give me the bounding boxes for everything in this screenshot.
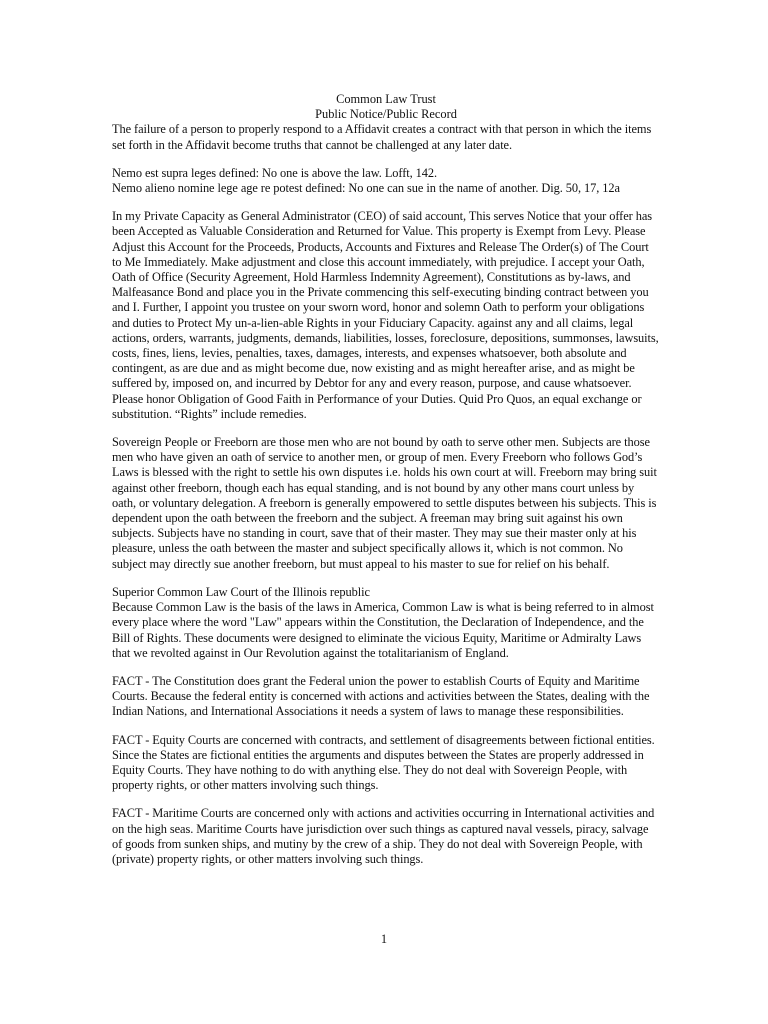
latin-maxim-above-law: Nemo est supra leges defined: No one is above the law. Lofft, 142. bbox=[112, 165, 438, 180]
section-heading-superior-court: Superior Common Law Court of the Illinois republic bbox=[112, 584, 370, 599]
document-title-line-2: Public Notice/Public Record bbox=[315, 107, 457, 122]
page-number: 1 bbox=[380, 932, 388, 946]
fact-maritime-courts: FACT - Maritime Courts are concerned only with actions and activities occurring in International activities and on the high seas. Maritime Courts have jurisdiction over such things as captured naval vessels, piracy, salvage of goods from sunken ships, and mutiny by the crew of a ship. They do not deal with Sovereign People, with (private) property rights, or other matters involving such things. bbox=[112, 806, 655, 866]
document-title-line-1: Common Law Trust bbox=[336, 92, 436, 106]
document-body bbox=[112, 92, 660, 867]
paragraph-private-capacity: In my Private Capacity as General Administrator (CEO) of said account, This serves Notice that your offer has been Accepted as Valuable Consideration and Returned for Value. This property is Exempt from Levy. Please Adjust this Account for the Proceeds, Products, Accounts and Fixtures and Release The Order(s) of The Court to Me Immediately. Make adjustment and close this account immediately, with prejudice. I accept your Oath, Oath of Office (Security Agreement, Hold Harmless Indemnity Agreement), Constitutions as by-laws, and Malfeasance Bond and place you in the Private commencing this self-executing binding contract between you and I. Further, I appoint you trustee on your sworn word, honor and solemn Oath to perform your obligations and duties to Protect My un-a-lien-able Rights in your Fiduciary Capacity. against any and all claims, legal actions, orders, warrants, judgments, demands, liabilities, losses, foreclosure, depositions, summonses, lawsuits, costs, fines, liens, levies, penalties, taxes, damages, interests, and expenses whatsoever, both absolute and contingent, as are due and as might become due, now existing and as might hereafter arise, and as might be suffered by, imposed on, and incurred by Debtor for any and every reason, purpose, and cause whatsoever. Please honor Obligation of Good Faith in Performance of your Duties. Quid Pro Quos, an equal exchange or substitution. “Rights” include remedies. bbox=[112, 209, 659, 421]
latin-maxim-sue-in-name: Nemo alieno nomine lege age re potest defined: No one can sue in the name of another. Dig. 50, 17, 12a bbox=[112, 181, 620, 196]
fact-constitution-courts: FACT - The Constitution does grant the Federal union the power to establish Courts of Equity and Maritime Courts. Because the federal entity is concerned with actions and activities between the States, dealing with the Indian Nations, and International Associations it needs a system of laws to manage these responsibilities. bbox=[112, 673, 650, 719]
fact-equity-courts: FACT - Equity Courts are concerned with contracts, and settlement of disagreements between fictional entities. Since the States are fictional entities the arguments and disputes between the States are properly addressed in Equity Courts. They have nothing to do with anything else. They do not deal with Sovereign People, with property rights, or other matters involving such things. bbox=[112, 732, 655, 793]
paragraph-sovereign-people: Sovereign People or Freeborn are those men who are not bound by oath to serve other men. Subjects are those men who have given an oath of service to another men, or group of men. Every Freeborn who follows God’s Laws is blessed with the right to settle his own disputes i.e. holds his own court at will. Freeborn may bring suit against other freeborn, though each has equal standing, and is not bound by any other mans court unless by oath, or voluntary delegation. A freeborn is generally empowered to settle disputes between his subjects. This is dependent upon the oath between the freeborn and the subject. A freeman may bring suit against his own subjects. Subjects have no standing in court, save that of their master. They may sue their master only at his pleasure, unless the oath between the master and subject specifically allows it, which is not common. No subject may directly sue another freeborn, but must appeal to his master to sue for relief on his behalf. bbox=[112, 435, 657, 571]
paragraph-common-law-basis: Because Common Law is the basis of the laws in America, Common Law is what is being referred to in almost every place where the word "Law" appears within the Constitution, the Declaration of Independence, and the Bill of Rights. These documents were designed to eliminate the vicious Equity, Maritime or Admiralty Laws that we revolted against in Our Revolution against the totalitarianism of England. bbox=[112, 600, 654, 660]
paragraph-affidavit-notice: The failure of a person to properly respond to a Affidavit creates a contract with that person in which the items set forth in the Affidavit become truths that cannot be challenged at any later date. bbox=[112, 122, 652, 152]
